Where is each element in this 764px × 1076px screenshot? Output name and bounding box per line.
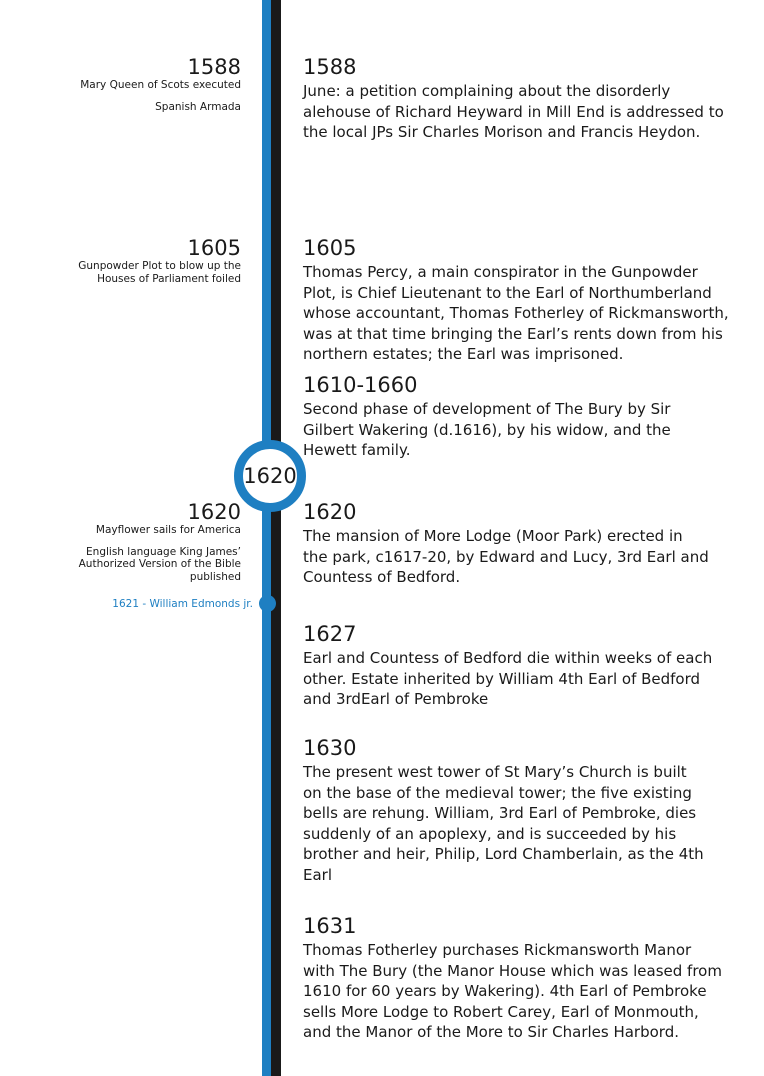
local-event-line: The present west tower of St Mary’s Church is built	[303, 763, 687, 781]
local-event-line: alehouse of Richard Heyward in Mill End is addressed to	[303, 102, 724, 121]
local-event-line: Earl	[303, 865, 333, 884]
local-event-1610-1660	[303, 373, 733, 461]
local-event-year: 1605	[303, 236, 357, 260]
local-event-line: Gilbert Wakering (d.1616), by his widow, and the	[303, 420, 671, 439]
local-event-1588	[303, 55, 733, 143]
world-event-1605	[78, 236, 241, 285]
local-event-year: 1630	[303, 736, 357, 760]
world-event-line: Mayflower sails for America	[95, 524, 241, 536]
timeline-marker-dot	[259, 595, 276, 612]
local-event-year: 1610-1660	[303, 373, 418, 397]
local-event-line: on the base of the medieval tower; the five existing	[303, 783, 692, 802]
local-event-line: suddenly of an apoplexy, and is succeeded by his	[303, 824, 677, 843]
local-event-1627	[303, 622, 733, 710]
local-event-1630	[303, 736, 733, 885]
local-event-1631	[303, 914, 733, 1043]
local-event-1620	[303, 500, 733, 588]
local-event-year: 1627	[303, 622, 357, 646]
local-event-line: bells are rehung. William, 3rd Earl of Pembroke, dies	[303, 804, 697, 822]
world-event-1620	[79, 500, 241, 583]
world-event-line: Houses of Parliament foiled	[97, 272, 241, 285]
timeline-axis-blue	[262, 0, 271, 1076]
world-event-year: 1588	[187, 55, 241, 79]
local-event-line: northern estates; the Earl was imprisoned.	[303, 345, 624, 363]
local-event-line: June: a petition complaining about the disorderly	[303, 82, 671, 100]
local-event-line: Plot, is Chief Lieutenant to the Earl of Northumberland	[303, 283, 712, 302]
local-event-line: 1610 for 60 years by Wakering). 4th Earl of Pembroke	[303, 982, 707, 1000]
local-event-1605	[303, 236, 733, 365]
timeline-axis-black	[271, 0, 281, 1076]
local-event-line: with The Bury (the Manor House which was leased from	[303, 961, 722, 980]
local-event-line: was at that time bringing the Earl’s rents down from his	[303, 324, 723, 343]
local-event-line: the local JPs Sir Charles Morison and Francis Heydon.	[303, 123, 701, 141]
world-event-line: Gunpowder Plot to blow up the	[78, 260, 241, 272]
local-event-line: the park, c1617-20, by Edward and Lucy, 3rd Earl and	[303, 547, 709, 566]
center-year-badge	[234, 440, 306, 512]
local-event-line: sells More Lodge to Robert Carey, Earl of Monmouth,	[303, 1002, 699, 1021]
local-event-line: The mansion of More Lodge (Moor Park) erected in	[303, 527, 683, 545]
local-event-line: other. Estate inherited by William 4th Earl of Bedford	[303, 669, 701, 688]
local-event-line: Second phase of development of The Bury by Sir	[303, 400, 671, 418]
world-event-year: 1605	[187, 236, 241, 260]
local-event-year: 1631	[303, 914, 357, 938]
world-event-line: Spanish Armada	[155, 100, 241, 113]
world-event-line: published	[189, 570, 241, 583]
local-event-year: 1588	[303, 55, 357, 79]
world-event-line: Authorized Version of the Bible	[78, 558, 241, 570]
marker-label: 1621 - William Edmonds jr.	[112, 598, 253, 610]
local-event-line: whose accountant, Thomas Fotherley of Rickmansworth,	[303, 304, 729, 322]
world-event-line: English language King James’	[86, 545, 241, 558]
world-event-1588	[80, 55, 241, 113]
world-event-line: Mary Queen of Scots executed	[80, 79, 241, 91]
local-event-line: and 3rdEarl of Pembroke	[303, 690, 489, 708]
local-event-line: and the Manor of the More to Sir Charles Harbord.	[303, 1023, 679, 1041]
local-event-line: Earl and Countess of Bedford die within weeks of each	[303, 649, 713, 667]
local-event-line: Hewett family.	[303, 441, 411, 459]
local-event-line: Thomas Fotherley purchases Rickmansworth Manor	[303, 941, 692, 959]
local-event-line: Thomas Percy, a main conspirator in the Gunpowder	[303, 263, 698, 281]
local-event-year: 1620	[303, 500, 357, 524]
local-event-line: Countess of Bedford.	[303, 568, 461, 586]
center-year-badge-label: 1620	[243, 464, 297, 488]
world-event-year: 1620	[187, 500, 241, 524]
local-event-line: brother and heir, Philip, Lord Chamberlain, as the 4th	[303, 845, 704, 863]
